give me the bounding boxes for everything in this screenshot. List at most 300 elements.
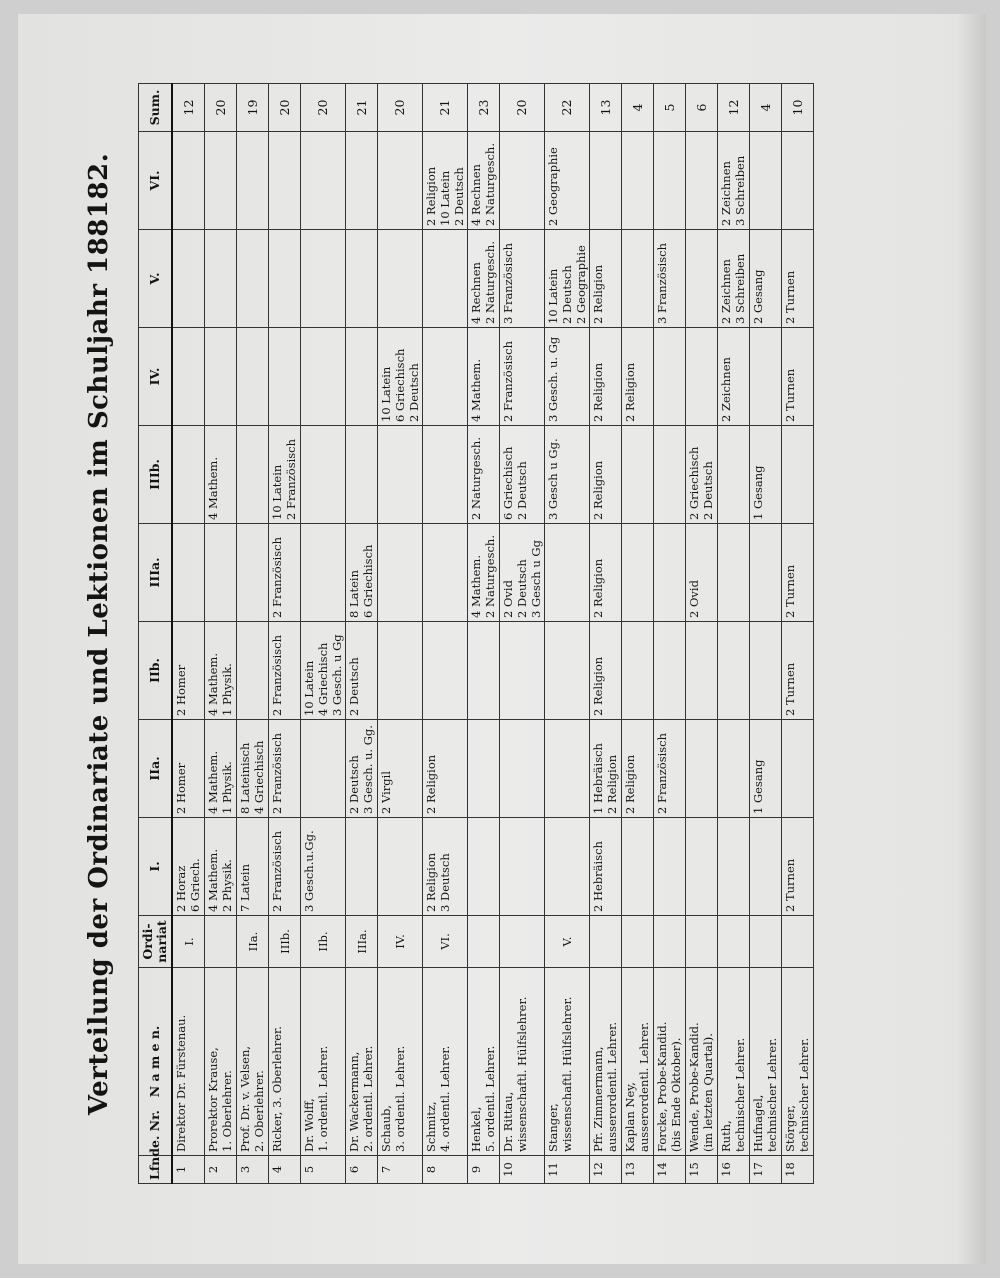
hours-sum: 22 (545, 84, 590, 132)
lesson-cell-v (545, 230, 590, 328)
lesson-cell-v (205, 230, 237, 328)
page-title: Verteilung der Ordinariate und Lektionen im Schuljahr 188182. (84, 152, 114, 1116)
cell-line: 2 Deutsch (407, 363, 421, 422)
lesson-cell-i (468, 818, 500, 916)
cell-line: 2 Naturgesch. (483, 535, 497, 618)
column-header-text: IIIa. (147, 557, 162, 588)
cell-line: 6 Griechisch (393, 348, 407, 422)
lesson-cell-iv (205, 328, 237, 426)
cell-line: Direktor Dr. Fürstenau. (174, 1014, 188, 1152)
lesson-cell-i (590, 818, 622, 916)
cell-line: 2 Religion (591, 362, 605, 422)
ordinariat: VI. (423, 916, 468, 968)
lesson-cell-i (378, 818, 423, 916)
table-row (750, 84, 782, 1184)
cell-line: 4 Mathem. (206, 457, 220, 520)
cell-line: Forcke, Probe-Kandid. (655, 1021, 669, 1152)
table-row (423, 84, 468, 1184)
lesson-cell-iia (654, 720, 686, 818)
lesson-cell-i (269, 818, 301, 916)
table-row (622, 84, 654, 1184)
cell-line: Ruth, (719, 1120, 733, 1152)
lesson-cell-iiib (423, 426, 468, 524)
lesson-cell-vi (545, 132, 590, 230)
column-header (139, 818, 173, 916)
lesson-cell-iiib (346, 426, 378, 524)
lesson-cell-v (468, 230, 500, 328)
lesson-cell-iiia (500, 524, 545, 622)
column-header-text: VI. (147, 170, 162, 191)
row-number: 1 (172, 1156, 205, 1184)
lesson-cell-i (782, 818, 814, 916)
table-row (378, 84, 423, 1184)
table-row (269, 84, 301, 1184)
cell-line: Hufnagel, (751, 1094, 765, 1152)
lesson-cell-iia (686, 720, 718, 818)
column-header (139, 524, 173, 622)
lesson-cell-iib (500, 622, 545, 720)
cell-line: 4 Rechnen (469, 262, 483, 324)
cell-line: 1 Physik. (220, 663, 234, 716)
lesson-cell-iiia (269, 524, 301, 622)
cell-line: 2 Naturgesch. (483, 241, 497, 324)
cell-line: Henkel, (469, 1106, 483, 1152)
lesson-cell-iiib (590, 426, 622, 524)
cell-line: 2 Religion (424, 166, 438, 226)
cell-line: 1. ordentl. Lehrer. (316, 1045, 330, 1152)
lesson-cell-i (718, 818, 750, 916)
teacher-name (750, 968, 782, 1156)
cell-line: 2 Französisch (655, 732, 669, 814)
teacher-name (301, 968, 346, 1156)
cell-line: 2 Gesang (751, 269, 765, 324)
page-gutter-shadow (956, 14, 986, 1264)
lesson-cell-iiia (301, 524, 346, 622)
lesson-cell-iv (237, 328, 269, 426)
teacher-name (378, 968, 423, 1156)
teacher-name (686, 968, 718, 1156)
cell-line: 2 Religion (623, 362, 637, 422)
lesson-cell-iiia (622, 524, 654, 622)
cell-line: 2 Deutsch (515, 461, 529, 520)
cell-line: 3 Französisch (501, 242, 515, 324)
lesson-cell-iiia (590, 524, 622, 622)
lesson-cell-iib (378, 622, 423, 720)
ordinariat: IIb. (301, 916, 346, 968)
table-header-row (139, 84, 173, 1184)
lesson-cell-iiia (205, 524, 237, 622)
lesson-cell-vi (423, 132, 468, 230)
teacher-name (590, 968, 622, 1156)
lesson-cell-iia (237, 720, 269, 818)
lesson-cell-iv (590, 328, 622, 426)
hours-sum: 19 (237, 84, 269, 132)
teacher-name (172, 968, 205, 1156)
cell-line: 3 Gesch u Gg. (546, 438, 560, 520)
ordinariat (622, 916, 654, 968)
cell-line: 2 Physik. (220, 859, 234, 912)
cell-line: 2 Turnen (783, 858, 797, 912)
cell-line: 1 Physik. (220, 761, 234, 814)
teacher-name (545, 968, 590, 1156)
ordinariat (782, 916, 814, 968)
cell-line: 2 Religion (424, 754, 438, 814)
cell-line: 10 Latein (302, 660, 316, 716)
cell-line: 2 Religion (623, 754, 637, 814)
lesson-cell-v (269, 230, 301, 328)
cell-line: 8 Latein (347, 570, 361, 618)
cell-line: 4 Rechnen (469, 164, 483, 226)
lesson-cell-iv (346, 328, 378, 426)
column-header (139, 1110, 173, 1184)
hours-sum: 12 (718, 84, 750, 132)
cell-line: 2 Französisch (501, 340, 515, 422)
cell-line: 2 Homer (174, 664, 188, 716)
cell-line: 2 Deutsch (515, 559, 529, 618)
cell-line: 2 Naturgesch. (483, 143, 497, 226)
column-header (139, 720, 173, 818)
lesson-cell-iia (750, 720, 782, 818)
lesson-cell-iv (468, 328, 500, 426)
row-number: 15 (686, 1156, 718, 1184)
ordinariat: IIIb. (269, 916, 301, 968)
lesson-cell-iib (346, 622, 378, 720)
row-number: 11 (545, 1156, 590, 1184)
cell-line: 2 Deutsch (560, 265, 574, 324)
ordinariat (654, 916, 686, 968)
lesson-cell-iiib (301, 426, 346, 524)
column-header-text: V. (147, 272, 162, 285)
cell-line: 2 Deutsch (347, 755, 361, 814)
cell-line: 8 Lateinisch (238, 742, 252, 814)
hours-sum: 13 (590, 84, 622, 132)
cell-line: ausserordentl. Lehrer. (637, 1021, 651, 1152)
lesson-cell-iv (718, 328, 750, 426)
cell-line: 4. ordentl. Lehrer. (438, 1045, 452, 1152)
row-number: 16 (718, 1156, 750, 1184)
cell-line: 10 Latein (270, 464, 284, 520)
lesson-cell-iv (269, 328, 301, 426)
ordinariat (686, 916, 718, 968)
column-header-text: IIIb. (147, 459, 162, 490)
lesson-cell-iv (301, 328, 346, 426)
cell-line: ausserordentl. Lehrer. (605, 1021, 619, 1152)
lesson-cell-iv (500, 328, 545, 426)
lesson-cell-iv (654, 328, 686, 426)
cell-line: 2 Homer (174, 762, 188, 814)
column-header-text: Lfnde. Nr. (147, 1110, 162, 1180)
teacher-name (423, 968, 468, 1156)
cell-line: 2 Religion (605, 754, 619, 814)
lesson-cell-vi (237, 132, 269, 230)
lesson-cell-vi (346, 132, 378, 230)
lesson-cell-iiib (622, 426, 654, 524)
cell-line: 5. ordentl. Lehrer. (483, 1045, 497, 1152)
row-number: 3 (237, 1156, 269, 1184)
lesson-cell-iib (172, 622, 205, 720)
lesson-cell-vi (718, 132, 750, 230)
ordinariat (750, 916, 782, 968)
cell-line: 2 Religion (591, 558, 605, 618)
column-header-text: IV. (147, 367, 162, 386)
lesson-cell-vi (590, 132, 622, 230)
cell-line: 4 Griechisch (316, 642, 330, 716)
lesson-cell-iia (782, 720, 814, 818)
lesson-cell-i (545, 818, 590, 916)
cell-line: Schaub, (379, 1104, 393, 1152)
lesson-cell-iiib (205, 426, 237, 524)
ordinariat: V. (545, 916, 590, 968)
cell-line: 2 Turnen (783, 270, 797, 324)
lesson-cell-iib (750, 622, 782, 720)
cell-line: 3 Schreiben (733, 253, 747, 324)
lesson-cell-iiia (654, 524, 686, 622)
cell-line: Wende, Probe-Kandid. (687, 1022, 701, 1152)
cell-line: Dr. Wackermann, (347, 1051, 361, 1152)
cell-line: 2 Turnen (783, 564, 797, 618)
ordinariat (500, 916, 545, 968)
row-number: 4 (269, 1156, 301, 1184)
row-number: 12 (590, 1156, 622, 1184)
lesson-cell-v (590, 230, 622, 328)
lesson-cell-iib (782, 622, 814, 720)
column-header (139, 132, 173, 230)
lesson-cell-iiia (782, 524, 814, 622)
hours-sum: 21 (346, 84, 378, 132)
lesson-cell-iia (423, 720, 468, 818)
lesson-cell-iia (718, 720, 750, 818)
lesson-cell-iv (172, 328, 205, 426)
cell-line: 4 Mathem. (206, 849, 220, 912)
teacher-name (269, 968, 301, 1156)
lesson-cell-iia (172, 720, 205, 818)
lesson-cell-iiib (782, 426, 814, 524)
column-header (139, 916, 173, 968)
table-row (782, 84, 814, 1184)
lesson-cell-iib (545, 622, 590, 720)
lesson-cell-iiib (500, 426, 545, 524)
lesson-cell-iia (269, 720, 301, 818)
cell-line: Prof. Dr. v. Velsen, (238, 1045, 252, 1152)
lesson-cell-iib (654, 622, 686, 720)
column-header-text: IIb. (147, 658, 162, 683)
ordinariat: IV. (378, 916, 423, 968)
cell-line: 2 Ovid (501, 580, 515, 618)
cell-line: 2 Geographie (546, 147, 560, 226)
cell-line: 2 Französisch (270, 732, 284, 814)
lesson-cell-vi (468, 132, 500, 230)
cell-line: 2 Turnen (783, 368, 797, 422)
cell-line: 4 Mathem. (469, 555, 483, 618)
lesson-cell-v (172, 230, 205, 328)
column-header (139, 84, 173, 132)
lesson-cell-iv (686, 328, 718, 426)
lesson-cell-iiia (468, 524, 500, 622)
cell-line: 2 Französisch (270, 536, 284, 618)
hours-sum: 10 (782, 84, 814, 132)
cell-line: 10 Latein (438, 170, 452, 226)
lesson-cell-vi (172, 132, 205, 230)
cell-line: 2 Horaz (174, 865, 188, 912)
lesson-cell-iiia (346, 524, 378, 622)
lesson-cell-vi (654, 132, 686, 230)
lesson-cell-iv (423, 328, 468, 426)
cell-line: 2 Hebräisch (591, 841, 605, 912)
lesson-cell-v (750, 230, 782, 328)
cell-line: wissenschaftl. Hülfslehrer. (560, 996, 574, 1152)
lesson-cell-i (172, 818, 205, 916)
lesson-cell-v (346, 230, 378, 328)
lesson-cell-v (237, 230, 269, 328)
lesson-cell-v (423, 230, 468, 328)
lesson-cell-iiib (237, 426, 269, 524)
row-number: 17 (750, 1156, 782, 1184)
hours-sum: 12 (172, 84, 205, 132)
lesson-cell-iiib (468, 426, 500, 524)
cell-line: 2 Deutsch (701, 461, 715, 520)
column-header (139, 622, 173, 720)
lesson-cell-iiib (172, 426, 205, 524)
hours-sum: 23 (468, 84, 500, 132)
hours-sum: 5 (654, 84, 686, 132)
lesson-cell-v (782, 230, 814, 328)
cell-line: 2 Französisch (284, 438, 298, 520)
teacher-name (718, 968, 750, 1156)
row-number: 18 (782, 1156, 814, 1184)
cell-line: wissenschaftl. Hülfslehrer. (515, 996, 529, 1152)
lesson-cell-vi (301, 132, 346, 230)
ordinariat: I. (172, 916, 205, 968)
scanned-page (18, 14, 986, 1264)
table-body (172, 84, 814, 1184)
lesson-cell-i (346, 818, 378, 916)
lesson-cell-iia (301, 720, 346, 818)
row-number: 14 (654, 1156, 686, 1184)
table-row (346, 84, 378, 1184)
row-number: 13 (622, 1156, 654, 1184)
cell-line: 4 Mathem. (206, 751, 220, 814)
lesson-cell-iiib (654, 426, 686, 524)
cell-line: 4 Griechisch (252, 740, 266, 814)
cell-line: 2 Zeichnen (719, 357, 733, 422)
hours-sum: 20 (205, 84, 237, 132)
cell-line: 2 Deutsch (452, 167, 466, 226)
cell-line: 2 Religion (591, 460, 605, 520)
column-header (139, 426, 173, 524)
cell-line: 4 Mathem. (469, 359, 483, 422)
cell-line: 2 Geographie (574, 245, 588, 324)
cell-line: 2 Zeichnen (719, 161, 733, 226)
hours-sum: 20 (378, 84, 423, 132)
teacher-name (237, 968, 269, 1156)
table-row (590, 84, 622, 1184)
lesson-cell-iiia (423, 524, 468, 622)
lesson-cell-i (205, 818, 237, 916)
teacher-name (782, 968, 814, 1156)
cell-line: 2 Zeichnen (719, 259, 733, 324)
lesson-cell-i (654, 818, 686, 916)
lesson-cell-i (423, 818, 468, 916)
lesson-cell-iv (782, 328, 814, 426)
cell-line: 3 Französisch (655, 242, 669, 324)
row-number: 8 (423, 1156, 468, 1184)
lesson-cell-iv (545, 328, 590, 426)
lesson-cell-vi (378, 132, 423, 230)
cell-line: 2 Französisch (270, 634, 284, 716)
lesson-cell-iib (301, 622, 346, 720)
row-number: 5 (301, 1156, 346, 1184)
lesson-cell-v (654, 230, 686, 328)
column-header-text: N a m e n. (147, 1025, 162, 1098)
lesson-cell-v (622, 230, 654, 328)
row-number: 6 (346, 1156, 378, 1184)
cell-line: 3 Deutsch (438, 853, 452, 912)
cell-line: 3. ordentl. Lehrer. (393, 1045, 407, 1152)
column-header-text: Ordi- (140, 923, 155, 960)
lesson-cell-iia (622, 720, 654, 818)
lesson-cell-iib (718, 622, 750, 720)
row-number: 2 (205, 1156, 237, 1184)
cell-line: 2 Griechisch (687, 446, 701, 520)
lesson-cell-vi (686, 132, 718, 230)
lesson-cell-iia (590, 720, 622, 818)
hours-sum: 21 (423, 84, 468, 132)
lesson-cell-v (686, 230, 718, 328)
table-row (172, 84, 205, 1184)
ordinariat (205, 916, 237, 968)
cell-line: 2 Naturgesch. (469, 437, 483, 520)
ordinariat: IIa. (237, 916, 269, 968)
lesson-cell-iiia (750, 524, 782, 622)
lesson-cell-iiia (718, 524, 750, 622)
cell-line: technischer Lehrer. (765, 1037, 779, 1152)
hours-sum: 6 (686, 84, 718, 132)
cell-line: technischer Lehrer. (797, 1037, 811, 1152)
hours-sum: 20 (301, 84, 346, 132)
lesson-cell-vi (750, 132, 782, 230)
row-number: 9 (468, 1156, 500, 1184)
lesson-cell-i (301, 818, 346, 916)
lesson-cell-i (686, 818, 718, 916)
cell-line: 2. Oberlehrer. (252, 1070, 266, 1152)
lesson-cell-iiib (378, 426, 423, 524)
table-row (468, 84, 500, 1184)
row-number: 7 (378, 1156, 423, 1184)
lesson-cell-v (718, 230, 750, 328)
cell-line: 7 Latein (238, 864, 252, 912)
table-row (301, 84, 346, 1184)
lesson-cell-iv (750, 328, 782, 426)
hours-sum: 4 (622, 84, 654, 132)
cell-line: 3 Gesch. u. Gg (546, 336, 560, 422)
lesson-cell-iib (205, 622, 237, 720)
lesson-cell-iia (468, 720, 500, 818)
teacher-name (346, 968, 378, 1156)
lesson-cell-iib (269, 622, 301, 720)
teacher-name (622, 968, 654, 1156)
column-header-text: nariat (154, 920, 169, 963)
lesson-cell-vi (782, 132, 814, 230)
cell-line: 3 Gesch.u.Gg. (302, 830, 316, 912)
table-row (205, 84, 237, 1184)
cell-line: 6 Griechisch (501, 446, 515, 520)
lesson-cell-vi (269, 132, 301, 230)
lesson-cell-iiib (269, 426, 301, 524)
cell-line: 1 Gesang (751, 759, 765, 814)
table-row (500, 84, 545, 1184)
lesson-cell-vi (500, 132, 545, 230)
table-row (718, 84, 750, 1184)
